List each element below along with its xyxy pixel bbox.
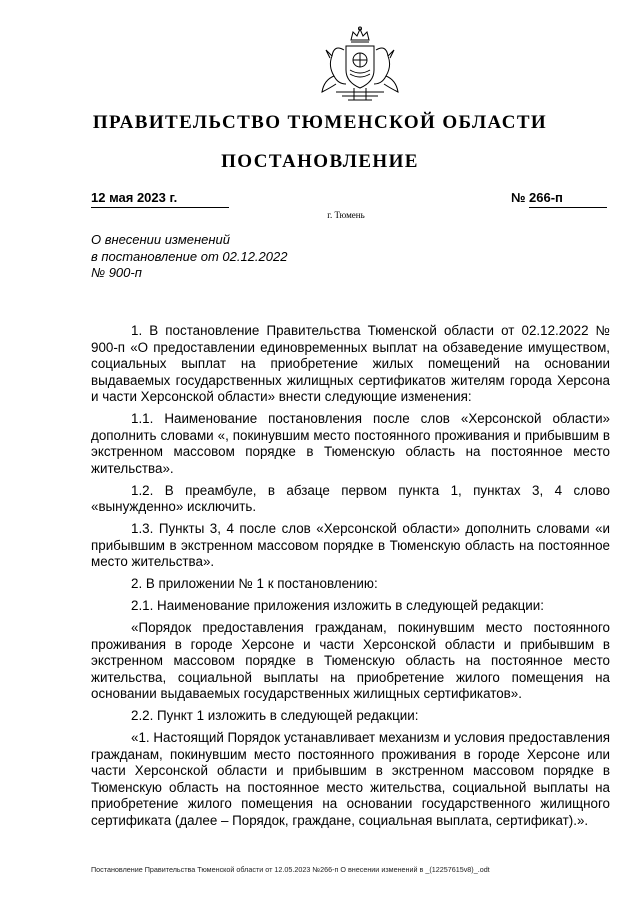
body-paragraph: «Порядок предоставления гражданам, покинувшим место постоянного проживания в городе Херсоне и части Херсонской области и прибывшим в экстренном массовом порядке в Тюменскую область на постоянное место жительства, социальной выплаты на приобретение жилого помещения на основании выдаваемых государственных жилищных сертификатов».	[91, 620, 610, 701]
body-paragraph: 2.2. Пункт 1 изложить в следующей редакции:	[131, 708, 419, 723]
body-paragraph: 1.1. Наименование постановления после слов «Херсонской области» дополнить словами «, покинувшим место постоянного проживания и прибывшим в экстренном массовом порядке в Тюменскую область на постоянное место жительства».	[91, 411, 610, 476]
document-number	[511, 190, 607, 207]
body-paragraph: 1.3. Пункты 3, 4 после слов «Херсонской области» дополнить словами «и прибывшим в экстренном массовом порядке в Тюменскую область на постоянное место жительства».	[91, 521, 610, 569]
number-value: 266-п	[529, 190, 607, 208]
subject-line: О внесении изменений	[91, 232, 230, 247]
document-footer: Постановление Правительства Тюменской области от 12.05.2023 №266-п О внесении изменений в _(12257615v8)_.odt	[91, 865, 490, 874]
coat-of-arms-icon	[316, 26, 404, 108]
document-date: 12 мая 2023 г.	[91, 190, 229, 208]
subject-line: № 900-п	[91, 265, 142, 280]
body-paragraph: 2. В приложении № 1 к постановлению:	[131, 576, 378, 591]
document-subject	[91, 232, 351, 282]
subject-line: в постановление от 02.12.2022	[91, 248, 288, 264]
document-type: ПОСТАНОВЛЕНИЕ	[221, 151, 419, 172]
document-body	[91, 323, 610, 835]
city: г. Тюмень	[327, 210, 365, 220]
government-title: ПРАВИТЕЛЬСТВО ТЮМЕНСКОЙ ОБЛАСТИ	[92, 112, 548, 133]
number-sign: №	[511, 190, 526, 205]
body-paragraph: 1. В постановление Правительства Тюменской области от 02.12.2022 № 900-п «О предоставлении единовременных выплат на обзаведение имуществом, социальных выплат на приобретение жилых помещений на основании выдаваемых государственных жилищных сертификатов жителям города Херсона и части Херсонской области» внести следующие изменения:	[91, 323, 610, 404]
body-paragraph: «1. Настоящий Порядок устанавливает механизм и условия предоставления гражданам, покинувшим место постоянного проживания в городе Херсоне или части Херсонской области и прибывшим в экстренном массовом порядке в Тюменскую область на постоянное место жительства, социальной выплаты на приобретение жилого помещения на основании государственного жилищного сертификата (далее – Порядок, граждане, социальная выплата, сертификат).».	[91, 730, 611, 828]
body-paragraph: 1.2. В преамбуле, в абзаце первом пункта 1, пунктах 3, 4 слово «вынужденно» исключить.	[91, 482, 610, 514]
body-paragraph: 2.1. Наименование приложения изложить в следующей редакции:	[131, 598, 544, 613]
